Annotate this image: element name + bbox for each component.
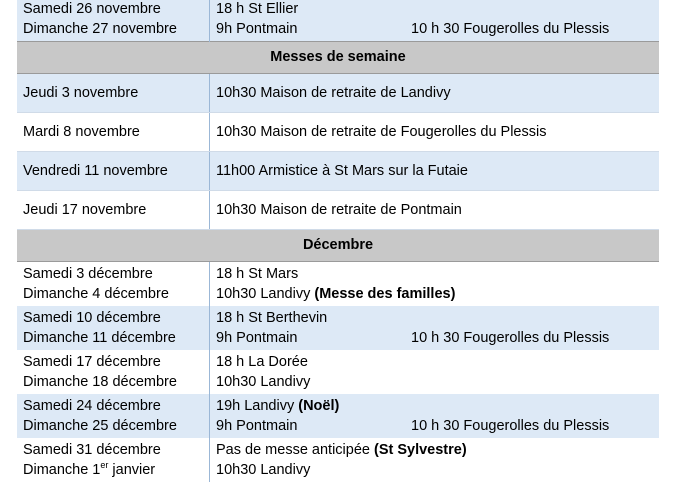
event-cell: 10h30 Landivy [216, 462, 311, 478]
date-cell: Samedi 3 décembre [23, 266, 153, 282]
event-cell: 10h30 Landivy [216, 286, 315, 302]
event-cell: 10h30 Maison de retraite de Pontmain [210, 191, 660, 230]
event-cell: 9h Pontmain [216, 330, 298, 346]
event-note: (Messe des familles) [314, 286, 456, 302]
event-cell: 18 h St Berthevin [216, 310, 328, 326]
event-note: (St Sylvestre) [373, 442, 467, 458]
event-cell: 11h00 Armistice à St Mars sur la Futaie [210, 152, 660, 191]
date-cell: Samedi 17 décembre [23, 354, 161, 370]
event-cell: 10h30 Landivy [216, 374, 311, 390]
event-extra: 10 h 30 Fougerolles du Plessis [411, 21, 610, 37]
event-cell: 9h Pontmain [216, 418, 298, 434]
event-note: (Noël) [298, 398, 340, 414]
date-cell: Samedi 10 décembre [23, 310, 161, 326]
section-title: Décembre [17, 230, 659, 262]
table-row [17, 74, 659, 113]
table-row [17, 113, 659, 152]
event-extra: 10 h 30 Fougerolles du Plessis [411, 330, 610, 346]
date-cell: Dimanche 4 décembre [23, 286, 169, 302]
event-cell: 18 h La Dorée [216, 354, 308, 370]
date-cell: Jeudi 17 novembre [17, 191, 210, 230]
date-cell: Samedi 24 décembre [23, 398, 161, 414]
section-header [17, 230, 659, 262]
date-cell: Jeudi 3 novembre [17, 74, 210, 113]
event-cell: 18 h St Ellier [216, 1, 299, 17]
date-cell: Mardi 8 novembre [17, 113, 210, 152]
table-row [17, 306, 659, 350]
table-row [17, 438, 659, 482]
event-cell: Pas de messe anticipée [216, 442, 374, 458]
schedule-sheet [17, 0, 659, 482]
event-cell: 18 h St Mars [216, 266, 299, 282]
table-row [17, 262, 659, 307]
date-cell: Dimanche 1er janvier [23, 460, 156, 478]
event-cell: 10h30 Maison de retraite de Fougerolles du Plessis [210, 113, 660, 152]
table-row [17, 152, 659, 191]
date-cell: Dimanche 27 novembre [23, 21, 177, 37]
section-title: Messes de semaine [17, 42, 659, 74]
date-cell: Dimanche 25 décembre [23, 418, 177, 434]
date-cell: Samedi 26 novembre [23, 1, 161, 17]
table-row [17, 394, 659, 438]
date-cell: Dimanche 11 décembre [23, 330, 176, 346]
event-extra: 10 h 30 Fougerolles du Plessis [411, 418, 610, 434]
date-cell: Dimanche 18 décembre [23, 374, 177, 390]
date-cell: Vendredi 11 novembre [17, 152, 210, 191]
section-header [17, 42, 659, 74]
event-cell: 19h Landivy [216, 398, 299, 414]
mass-schedule-table [17, 0, 659, 482]
date-cell: Samedi 31 décembre [23, 442, 161, 458]
event-cell: 9h Pontmain [216, 21, 298, 37]
table-row [17, 191, 659, 230]
table-row [17, 0, 659, 42]
table-row [17, 350, 659, 394]
event-cell: 10h30 Maison de retraite de Landivy [210, 74, 660, 113]
